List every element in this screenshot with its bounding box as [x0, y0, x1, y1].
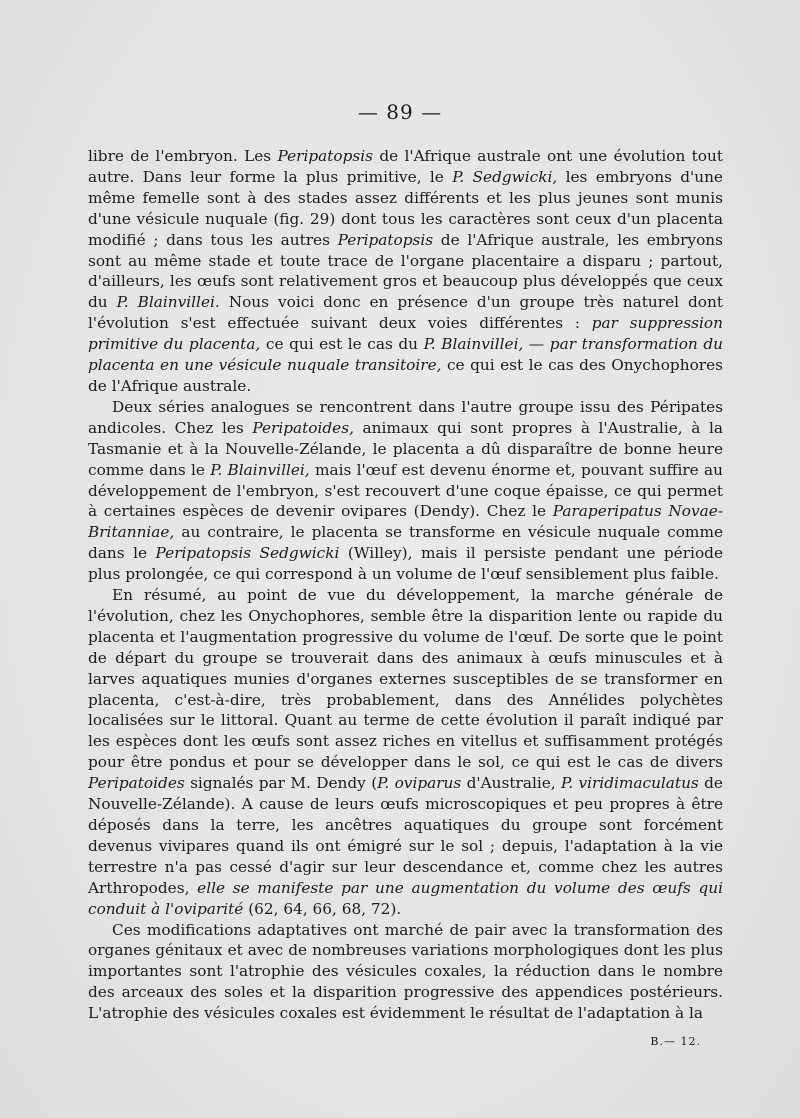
text-segment: ce qui est le cas du [260, 335, 424, 354]
text-segment: Deux séries analogues se rencontrent dans l'autre groupe issu des Péripates andicoles. Chez les [88, 397, 723, 437]
paragraph [88, 146, 723, 397]
paragraph [88, 920, 723, 1025]
text-segment: En résumé, au point de vue du développement, la marche générale de l'évolution, chez les Onychophores, semble être la disparition lente ou rapide du placenta et l'augmentation progressive du volume de l'œuf. De sorte que le point de départ du groupe se trouverait dans des animaux à œufs minuscules et à larves aquatiques munies d'organes externes susceptibles de se transformer en placenta, c'est-à-dire, très probablement, dans des Annélides polychètes localisées sur le littoral. Quant au terme de cette évolution il paraît indiqué par les espèces dont les œufs sont assez riches en vitellus et suffisamment protégés pour être pondus et pour se développer dans le sol, ce qui est le cas de divers [88, 586, 723, 772]
text-segment: au contraire, le placenta se transforme en vésicule nuquale comme dans le [88, 523, 723, 563]
italic-text: P. Blainvillei. [116, 293, 220, 312]
text-segment: d'Australie, [461, 774, 562, 793]
italic-text: Peripatopsis Sedgwicki [155, 544, 340, 563]
italic-text: Peripatoides, [252, 418, 354, 437]
italic-text: P. oviparus [377, 774, 462, 793]
text-segment: animaux qui sont propres à l'Australie, à la Tasmanie et à la Nouvelle-Zélande, le placenta a dû disparaître de bonne heure comme dans le [88, 418, 723, 479]
italic-text: Peripatopsis [277, 147, 374, 165]
body-text [88, 146, 723, 1024]
text-segment: libre de l'embryon. Les [88, 147, 278, 165]
text-segment: Ces modifications adaptatives ont marché de pair avec la transformation des organes génitaux et avec de nombreuses variations morphologiques dont les plus importantes sont l'atrophie des vésicules coxales, la réduction dans le nombre des arceaux des soles et la disparition progressive des appendices postérieurs. L'atrophie des vésicules coxales est évidemment le résultat de l'adaptation à la [88, 920, 723, 1023]
italic-text: Peripatoides [88, 774, 185, 793]
italic-text: Peripatopsis [337, 230, 434, 249]
text-segment: de l'Afrique australe ont une évolution tout autre. Dans leur forme la plus primitive, le [88, 147, 723, 186]
text-segment: les embryons d'une même femelle sont à des stades assez différents et les plus jeunes sont munis d'une vésicule nuquale (fig. 29) dont tous les caractères sont ceux d'un placenta modifié ; dans tous les autres [88, 167, 723, 249]
paragraph [88, 397, 723, 585]
text-segment: ce qui est le cas des Onychophores de l'Afrique australe. [88, 356, 723, 395]
paragraph [88, 585, 723, 920]
signature-mark: B.— 12. [650, 1035, 701, 1048]
italic-text: P. Blainvillei, [423, 335, 524, 354]
text-segment: de l'Afrique australe, les embryons sont au même stade et toute trace de l'organe placentaire a disparu ; partout, d'ailleurs, les œufs sont relativement gros et beaucoup plus développés que ceux du [88, 230, 723, 312]
text-segment: de Nouvelle-Zélande). A cause de leurs œufs microscopiques et peu propres à être déposés dans la terre, les ancêtres aquatiques du groupe sont forcément devenus vivipares quand ils ont émigré sur le sol ; depuis, l'adaptation à la vie terrestre n'a pas cessé d'agir sur leur descendance et, comme chez les autres Arthropodes, [88, 774, 723, 897]
italic-text: P. Blainvillei, [210, 460, 310, 479]
text-segment: — [523, 335, 550, 354]
italic-text: par suppression primitive du placenta, [88, 314, 723, 354]
page-number: — 89 — [357, 100, 443, 124]
text-segment: signalés par M. Dendy ( [184, 774, 378, 793]
text-segment: mais l'œuf est devenu énorme et, pouvant suffire au développement de l'embryon, s'est recouvert d'une coque épaisse, ce qui permet à certaines espèces de devenir ovipares (Dendy). Chez le [88, 460, 723, 521]
italic-text: P. Sedgwicki, [452, 167, 558, 186]
italic-text: Paraperipatus Novae-Britanniae, [88, 502, 723, 542]
italic-text: par transformation du placenta en une vésicule nuquale transitoire, [88, 335, 723, 375]
text-segment: (62, 64, 66, 68, 72). [243, 899, 402, 918]
italic-text: elle se manifeste par une augmentation du volume des œufs qui conduit à l'oviparité [88, 878, 723, 918]
italic-text: P. viridimaculatus [561, 774, 699, 793]
text-segment: Nous voici donc en présence d'un groupe très naturel dont l'évolution s'est effectuée suivant deux voies différentes : [88, 293, 723, 333]
text-segment: (Willey), mais il persiste pendant une période plus prolongée, ce qui correspond à un volume de l'œuf sensiblement plus faible. [88, 544, 723, 584]
